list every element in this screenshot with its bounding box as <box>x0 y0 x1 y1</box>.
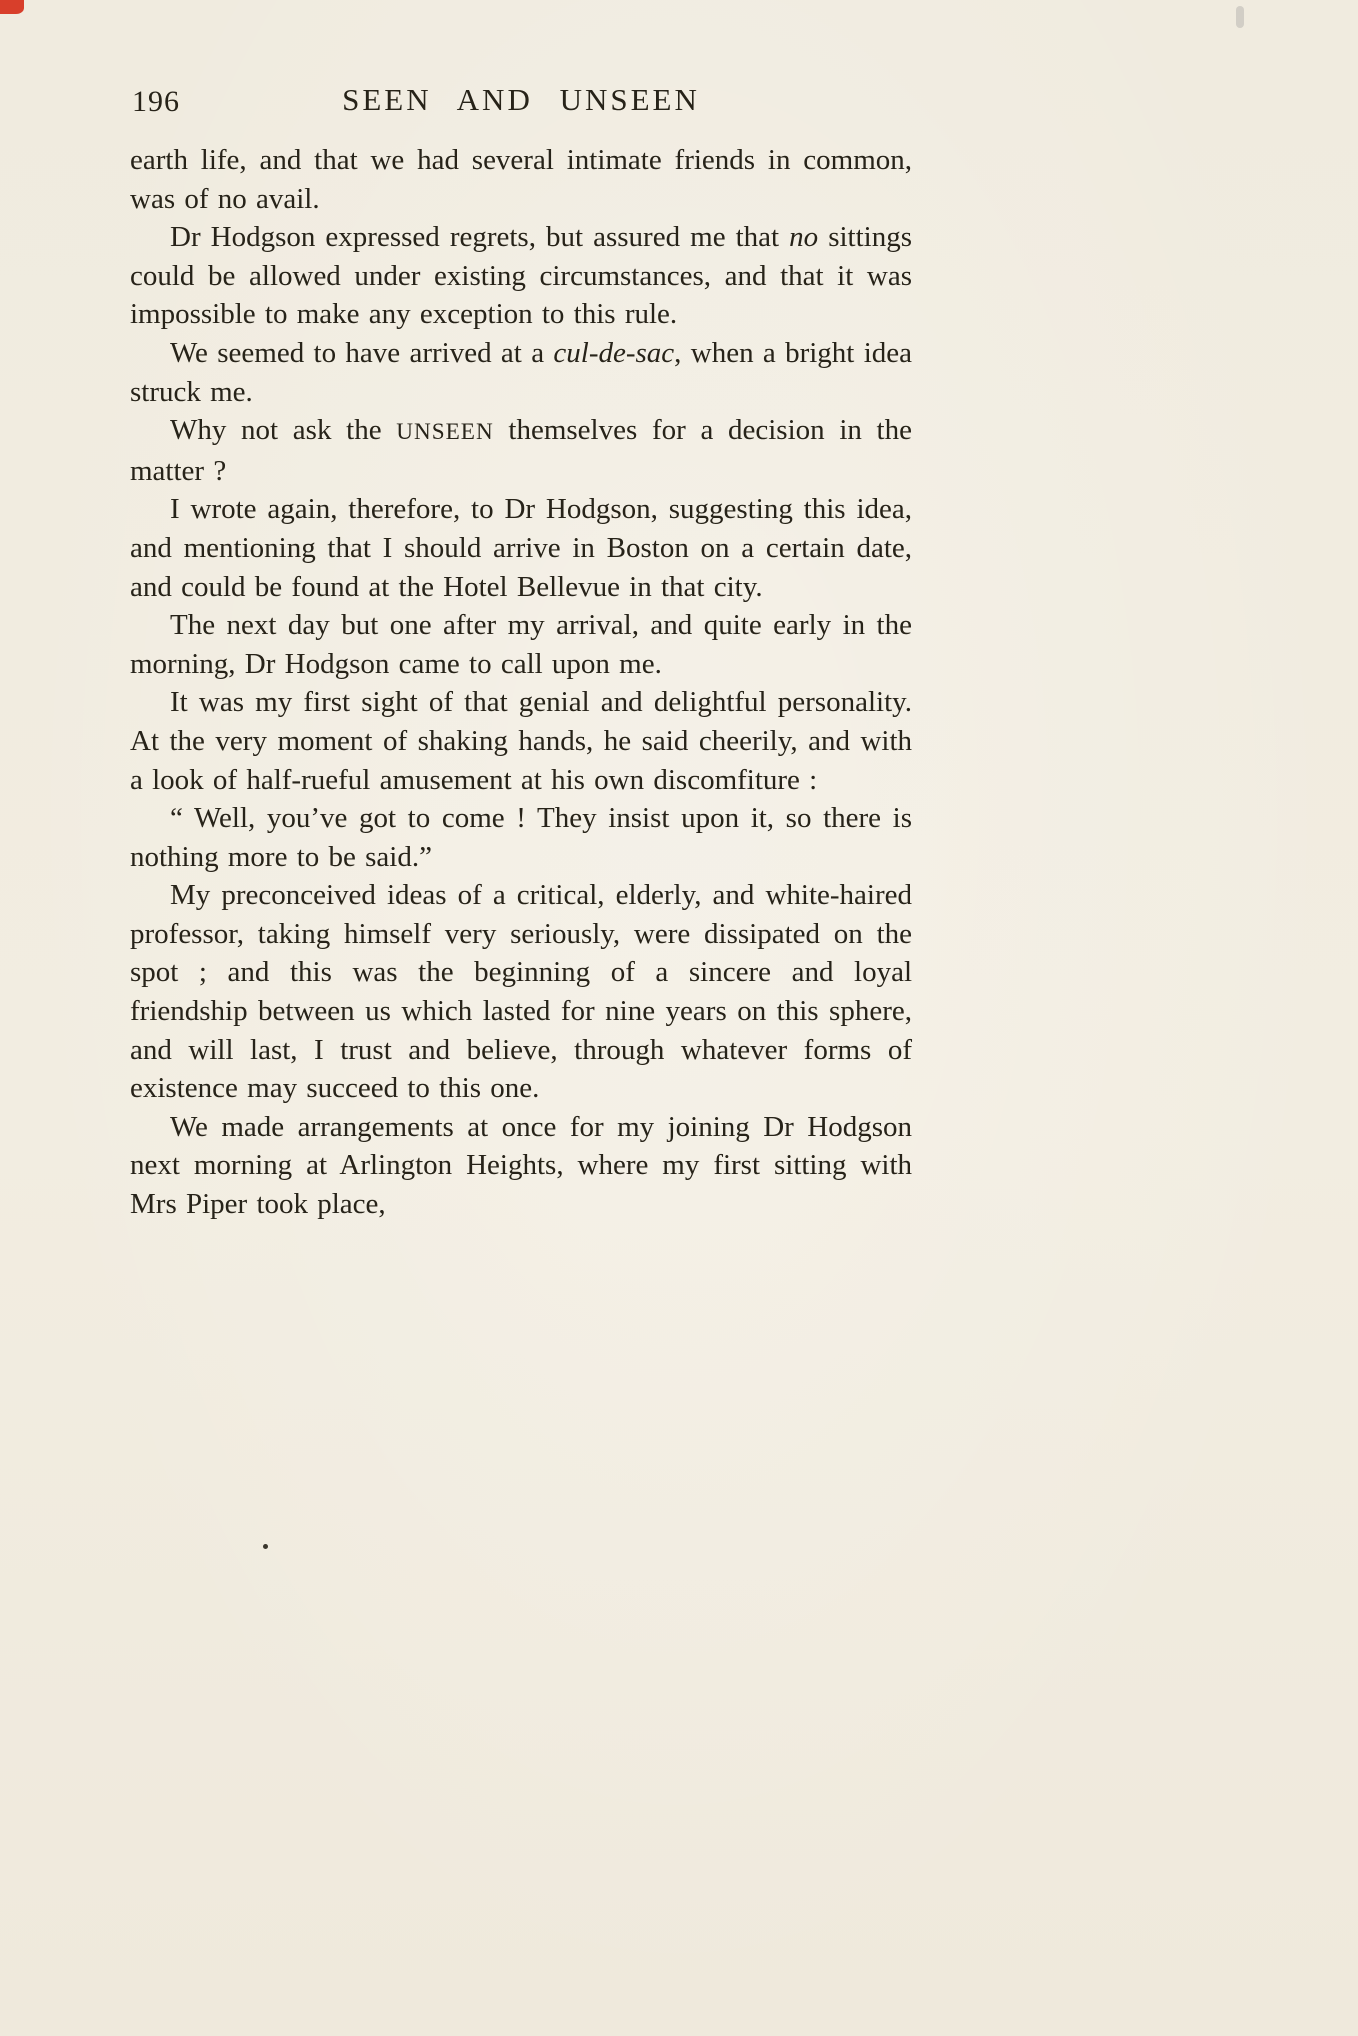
paragraph <box>130 606 912 683</box>
text-segment: themselves for a decision in the matter ? <box>130 414 912 487</box>
text-segment: We made arrangements at once for my joining Dr Hodgson next morning at Arlington Heights, where my first sitting with Mrs Piper took place, <box>130 1110 912 1221</box>
paragraph <box>130 876 912 1108</box>
scan-artifact-red-mark <box>0 0 24 14</box>
italic-text: cul-de-sac <box>553 336 675 369</box>
paragraph <box>130 411 912 490</box>
text-segment: We seemed to have arrived at a <box>170 336 554 369</box>
text-segment: sittings could be allowed under existing circumstances, and that it was impossible to make any exception to this rule. <box>130 221 912 331</box>
text-segment: , when a bright idea struck me. <box>130 336 912 408</box>
page-body <box>130 141 912 1224</box>
page-header <box>130 82 912 122</box>
text-segment: earth life, and that we had several intimate friends in common, was of no avail. <box>130 144 912 215</box>
paragraph <box>130 1108 912 1224</box>
paragraph <box>130 799 912 876</box>
page-number: 196 <box>132 85 180 118</box>
text-segment: My preconceived ideas of a critical, elderly, and white-haired professor, taking himself very seriously, were dissipated on the spot ; and this was the beginning of a sincere and loyal friendship between us which lasted for nine years on this sphere, and will last, I trust and believe, through whatever forms of existence may succeed to this one. <box>130 879 912 1105</box>
smallcaps-text: UNSEEN <box>396 419 494 446</box>
running-title: SEEN AND UNSEEN <box>342 82 700 117</box>
text-segment: The next day but one after my arrival, and quite early in the morning, Dr Hodgson came to call upon me. <box>130 609 912 680</box>
paragraph <box>130 683 912 799</box>
scan-artifact-speck <box>1236 6 1244 28</box>
text-segment: Why not ask the <box>170 414 397 447</box>
paragraph <box>130 141 912 218</box>
text-segment: It was my first sight of that genial and delightful personality. At the very moment of shaking hands, he said cheerily, and with a look of half-rueful amusement at his own discomfiture : <box>130 686 912 796</box>
ink-speck <box>263 1544 268 1549</box>
text-segment: I wrote again, therefore, to Dr Hodgson, suggesting this idea, and mentioning that I should arrive in Boston on a certain date, and could be found at the Hotel Bellevue in that city. <box>130 493 912 603</box>
paragraph <box>130 218 912 334</box>
text-segment: Dr Hodgson expressed regrets, but assured me that <box>170 221 790 254</box>
italic-text: no <box>789 221 819 254</box>
text-segment: “ Well, you’ve got to come ! They insist upon it, so there is nothing more to be said.” <box>130 802 912 873</box>
paragraph <box>130 490 912 606</box>
paragraph <box>130 334 912 411</box>
